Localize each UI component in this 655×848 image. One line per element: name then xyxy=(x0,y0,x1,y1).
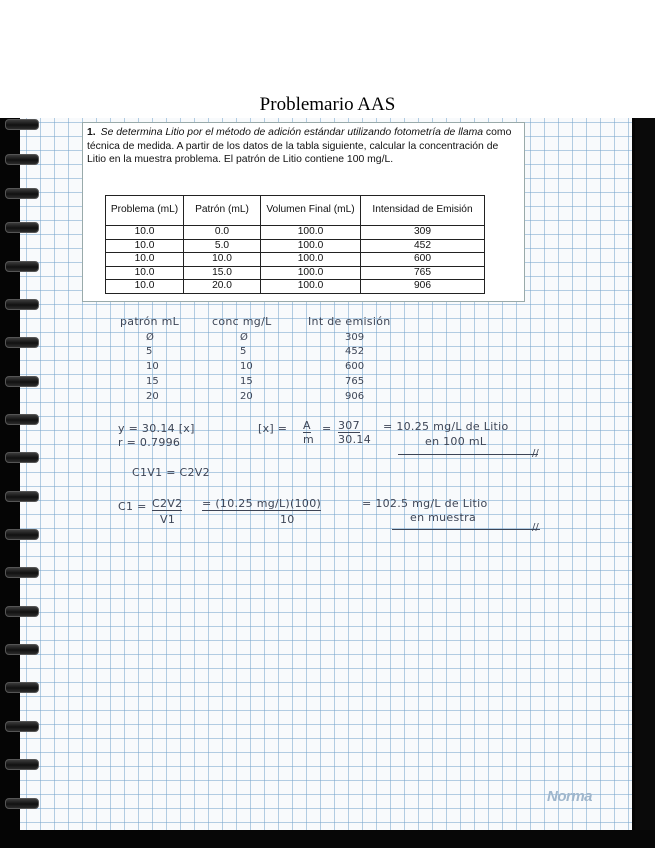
hw-r-value: r = 0.7996 xyxy=(118,436,181,449)
hw-regression-equation: y = 30.14 [x] xyxy=(118,422,195,435)
hw-patron-value: 5 xyxy=(146,346,153,357)
binding-ring xyxy=(5,567,39,578)
table-row xyxy=(106,239,485,253)
header-patron: Patrón (mL) xyxy=(184,196,261,226)
table-cell: 309 xyxy=(361,226,485,240)
hw-col-conc: conc mg/L xyxy=(212,315,272,328)
table-cell: 100.0 xyxy=(261,266,361,280)
header-problema: Problema (mL) xyxy=(106,196,184,226)
hw-intensity-value: 906 xyxy=(345,391,365,402)
hw-end-mark: // xyxy=(532,448,539,459)
hw-concentration-lhs: [x] = xyxy=(258,422,288,435)
binding-ring xyxy=(5,721,39,732)
table-row xyxy=(106,266,485,280)
hw-patron-value: 15 xyxy=(146,376,159,387)
binding-ring xyxy=(5,337,39,348)
hw-intensity-value: 600 xyxy=(345,361,365,372)
table-row xyxy=(106,226,485,240)
table-cell: 100.0 xyxy=(261,226,361,240)
table-cell: 10.0 xyxy=(106,239,184,253)
hw-conc-value: 20 xyxy=(240,391,253,402)
table-cell: 5.0 xyxy=(184,239,261,253)
hw-final-underline xyxy=(392,529,540,530)
hw-patron-value: 20 xyxy=(146,391,159,402)
hw-result-litio: = 10.25 mg/L de Litio xyxy=(383,420,509,433)
table-cell: 10.0 xyxy=(106,253,184,267)
table-cell: 10.0 xyxy=(106,226,184,240)
problem-text xyxy=(87,126,517,167)
table-header-row xyxy=(106,196,485,226)
table-cell: 765 xyxy=(361,266,485,280)
hw-c1-substitution: = (10.25 mg/L)(100) xyxy=(202,497,322,510)
data-table xyxy=(105,195,485,294)
hw-result-underline xyxy=(398,454,538,455)
page-title: Problemario AAS xyxy=(259,94,396,115)
problem-number: 1. xyxy=(87,127,96,138)
hw-final-result-unit: en muestra xyxy=(410,511,476,524)
hw-final-result: = 102.5 mg/L de Litio xyxy=(362,497,488,510)
hw-frac2-numerator: 307 xyxy=(338,419,360,432)
table-cell: 20.0 xyxy=(184,280,261,294)
table-cell: 10.0 xyxy=(106,280,184,294)
page-bottom-shadow xyxy=(160,830,655,848)
hw-dilution-equation: C1V1 = C2V2 xyxy=(132,466,210,479)
binding-ring xyxy=(5,154,39,165)
hw-c1-substitution-den: 10 xyxy=(280,513,295,526)
hw-c1-lhs: C1 = xyxy=(118,500,147,513)
binding-ring xyxy=(5,682,39,693)
table-cell: 0.0 xyxy=(184,226,261,240)
table-row xyxy=(106,253,485,267)
hw-conc-value: Ø xyxy=(240,332,248,343)
binding-ring xyxy=(5,261,39,272)
hw-c1-denominator: V1 xyxy=(160,513,176,526)
binding-ring xyxy=(5,376,39,387)
notebook-brand-logo: Norma xyxy=(547,788,593,805)
binding-ring xyxy=(5,414,39,425)
problem-text-normal: como técnica de medida. A partir de los datos de la tabla siguiente, calcular la concentración de Litio en la muestra problema. El patrón de Litio contiene 100 mg/L. xyxy=(87,127,512,166)
table-cell: 100.0 xyxy=(261,280,361,294)
hw-frac-equals: = xyxy=(322,422,332,435)
header-volumen: Volumen Final (mL) xyxy=(261,196,361,226)
binding-ring xyxy=(5,222,39,233)
hw-col-intensidad: Int de emisión xyxy=(308,315,391,328)
hw-conc-value: 15 xyxy=(240,376,253,387)
problem-statement xyxy=(82,122,525,302)
binding-ring xyxy=(5,119,39,130)
binding-ring xyxy=(5,606,39,617)
header-intensidad: Intensidad de Emisión xyxy=(361,196,485,226)
table-cell: 100.0 xyxy=(261,253,361,267)
hw-patron-value: 10 xyxy=(146,361,159,372)
binding-ring xyxy=(5,299,39,310)
hw-final-end-mark: // xyxy=(532,522,539,533)
hw-result-litio-unit: en 100 mL xyxy=(425,435,487,448)
hw-col-patron: patrón mL xyxy=(120,315,180,328)
table-row xyxy=(106,280,485,294)
hw-frac1-denominator: m xyxy=(303,433,315,446)
hw-conc-value: 10 xyxy=(240,361,253,372)
table-cell: 10.0 xyxy=(106,266,184,280)
table-cell: 15.0 xyxy=(184,266,261,280)
table-cell: 906 xyxy=(361,280,485,294)
problem-text-italic: Se determina Litio por el método de adición estándar utilizando fotometría de llama xyxy=(100,127,484,138)
table-cell: 10.0 xyxy=(184,253,261,267)
binding-ring xyxy=(5,491,39,502)
hw-intensity-value: 452 xyxy=(345,346,365,357)
hw-intensity-value: 309 xyxy=(345,332,365,343)
binding-ring xyxy=(5,759,39,770)
hw-frac2-denominator: 30.14 xyxy=(338,433,371,446)
page-edge xyxy=(635,118,655,848)
binding-ring xyxy=(5,529,39,540)
hw-conc-value: 5 xyxy=(240,346,247,357)
binding-ring xyxy=(5,452,39,463)
table-cell: 100.0 xyxy=(261,239,361,253)
binding-ring xyxy=(5,798,39,809)
hw-intensity-value: 765 xyxy=(345,376,365,387)
binding-ring xyxy=(5,188,39,199)
hw-frac1-numerator: A xyxy=(303,419,311,432)
hw-c1-numerator: C2V2 xyxy=(152,497,183,510)
table-cell: 600 xyxy=(361,253,485,267)
hw-patron-value: Ø xyxy=(146,332,154,343)
table-cell: 452 xyxy=(361,239,485,253)
binding-ring xyxy=(5,644,39,655)
